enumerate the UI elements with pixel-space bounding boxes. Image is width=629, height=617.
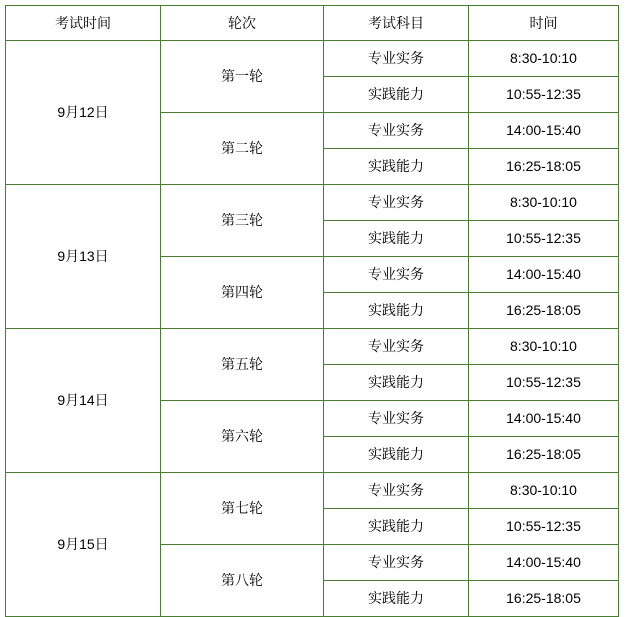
round-cell: 第七轮 — [161, 473, 324, 545]
table-row — [6, 329, 619, 365]
table-row — [6, 185, 619, 221]
time-cell: 14:00-15:40 — [469, 113, 619, 149]
table-header — [6, 6, 619, 41]
column-header-time: 时间 — [469, 6, 619, 41]
round-cell: 第四轮 — [161, 257, 324, 329]
subject-cell: 专业实务 — [324, 41, 469, 77]
round-cell: 第三轮 — [161, 185, 324, 257]
subject-cell: 专业实务 — [324, 185, 469, 221]
round-cell: 第八轮 — [161, 545, 324, 617]
time-cell: 10:55-12:35 — [469, 365, 619, 401]
subject-cell: 实践能力 — [324, 437, 469, 473]
subject-cell: 实践能力 — [324, 293, 469, 329]
subject-cell: 专业实务 — [324, 329, 469, 365]
subject-cell: 实践能力 — [324, 149, 469, 185]
subject-cell: 实践能力 — [324, 221, 469, 257]
time-cell: 16:25-18:05 — [469, 437, 619, 473]
round-cell: 第六轮 — [161, 401, 324, 473]
subject-cell: 实践能力 — [324, 509, 469, 545]
subject-cell: 实践能力 — [324, 581, 469, 617]
time-cell: 16:25-18:05 — [469, 293, 619, 329]
header-row — [6, 6, 619, 41]
time-cell: 8:30-10:10 — [469, 329, 619, 365]
time-cell: 8:30-10:10 — [469, 185, 619, 221]
subject-cell: 专业实务 — [324, 545, 469, 581]
subject-cell: 实践能力 — [324, 77, 469, 113]
table-row — [6, 41, 619, 77]
exam-schedule-table — [5, 5, 619, 617]
subject-cell: 实践能力 — [324, 365, 469, 401]
column-header-exam-date: 考试时间 — [6, 6, 161, 41]
exam-date-cell: 9月14日 — [6, 329, 161, 473]
round-cell: 第一轮 — [161, 41, 324, 113]
time-cell: 10:55-12:35 — [469, 509, 619, 545]
time-cell: 8:30-10:10 — [469, 41, 619, 77]
time-cell: 10:55-12:35 — [469, 77, 619, 113]
time-cell: 14:00-15:40 — [469, 545, 619, 581]
column-header-round: 轮次 — [161, 6, 324, 41]
subject-cell: 专业实务 — [324, 473, 469, 509]
time-cell: 16:25-18:05 — [469, 149, 619, 185]
table-row — [6, 473, 619, 509]
subject-cell: 专业实务 — [324, 113, 469, 149]
time-cell: 10:55-12:35 — [469, 221, 619, 257]
time-cell: 16:25-18:05 — [469, 581, 619, 617]
round-cell: 第五轮 — [161, 329, 324, 401]
time-cell: 14:00-15:40 — [469, 257, 619, 293]
exam-date-cell: 9月15日 — [6, 473, 161, 617]
column-header-subject: 考试科目 — [324, 6, 469, 41]
round-cell: 第二轮 — [161, 113, 324, 185]
time-cell: 8:30-10:10 — [469, 473, 619, 509]
time-cell: 14:00-15:40 — [469, 401, 619, 437]
subject-cell: 专业实务 — [324, 257, 469, 293]
table-body — [6, 41, 619, 617]
subject-cell: 专业实务 — [324, 401, 469, 437]
exam-date-cell: 9月12日 — [6, 41, 161, 185]
exam-date-cell: 9月13日 — [6, 185, 161, 329]
